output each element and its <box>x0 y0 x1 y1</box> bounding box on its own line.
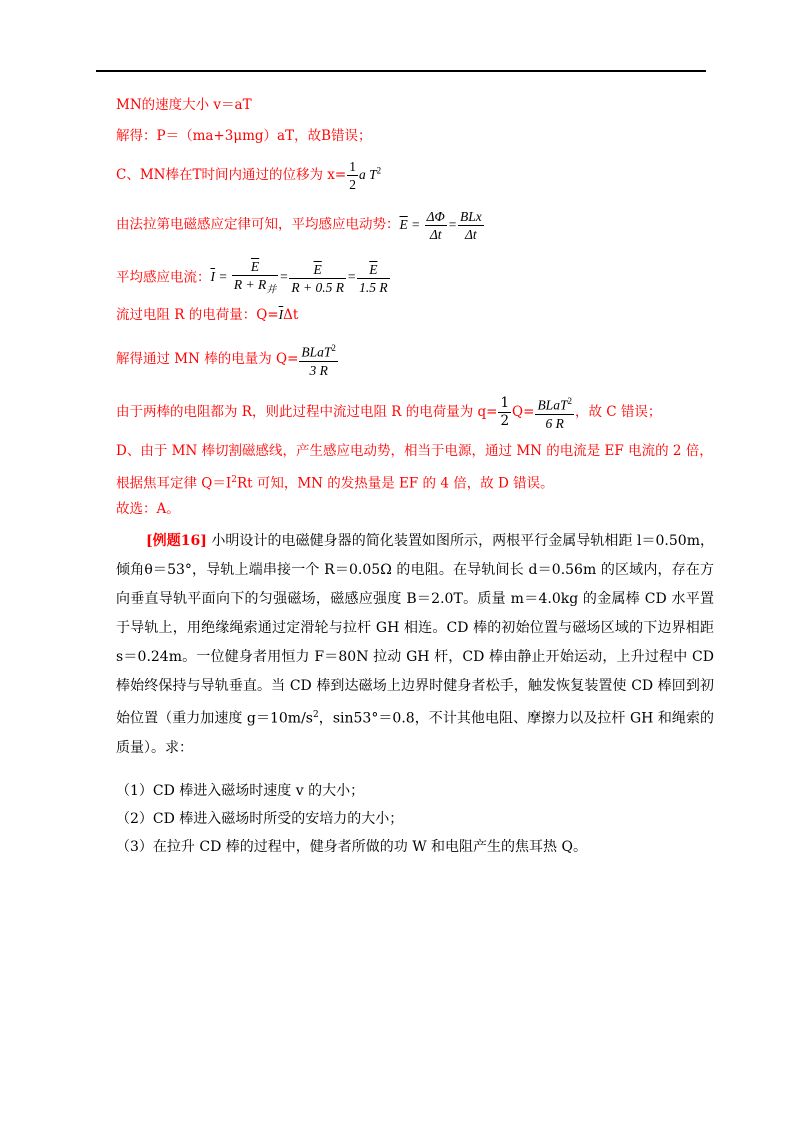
solution-line-answer: 故选：A。 <box>116 501 180 517</box>
fraction-charge-r: $\frac{BLaT^2}{6 R}$ <box>535 393 574 432</box>
fraction-blx: $\frac{\text{BLx}}{\Delta t}$ <box>459 209 482 242</box>
solution-line-charge: 流过电阻 R 的电荷量：$Q=\overline{I}\Delta t$ <box>116 307 299 323</box>
header-rule <box>96 70 706 72</box>
solution-line-joule: 根据焦耳定律 $Q=I^2Rt$ 可知，MN 的发热量是 EF 的 4 倍，故 D 错误。 <box>116 475 554 492</box>
solution-line-charge-mn: 解得通过 MN 棒的电量为 Q= $\frac{BLaT^2}{3 R}$ <box>116 340 339 379</box>
solution-line-current: 平均感应电流：$\overline{I}$ = $\frac{\overline{E}}{R + R_并}$ = $\frac{\overline{E}}{R + 0.5 R}$ = $\frac{\overline{E}}{1.5 R}$ <box>116 258 391 299</box>
solution-line-power: 解得：P＝（ma+3μmg）aT，故B错误； <box>116 128 372 144</box>
fraction-current-3: $\frac{\overline{E}}{1.5 R}$ <box>359 261 388 295</box>
example-tag: [例题16] <box>146 533 207 549</box>
solution-line-displacement: C、MN棒在T时间内通过的位移为 x= $\frac{1}{2}$ a $T^2$ <box>116 159 382 192</box>
solution-line-d-option: D、由于 MN 棒切割磁感线，产生感应电动势，相当于电源，通过 MN 的电流是 EF 电流的 2 倍， <box>116 443 713 459</box>
fraction-current-2: $\frac{\overline{E}}{R + 0.5 R}$ <box>291 261 344 295</box>
fraction-current-1: $\frac{\overline{E}}{R + R_并}$ <box>233 259 277 296</box>
question-3: （3）在拉升 CD 棒的过程中，健身者所做的功 W 和电阻产生的焦耳热 Q。 <box>116 839 587 855</box>
fraction-flux: $\frac{\Delta\Phi}{\Delta t}$ <box>426 209 445 242</box>
fraction-half: $\frac{1}{2}$ <box>349 159 356 192</box>
question-2: （2）CD 棒进入磁场时所受的安培力的大小； <box>116 811 404 827</box>
fraction-half-q: $\frac{1}{2}$ <box>500 394 510 429</box>
fraction-charge-mn: $\frac{BLaT^2}{3 R}$ <box>299 340 338 379</box>
example-16-paragraph: [例题16] 小明设计的电磁健身器的简化装置如图所示，两根平行金属导轨相距 l＝0.50m，倾角θ＝53°，导轨上端串接一个 R＝0.05Ω 的电阻。在导轨间长 d＝0.56m 的区域内，存在方向垂直导轨平面向下的匀强磁场，磁感应强度 B＝2.0T。质量 m＝4.0kg 的金属棒 CD 水平置于导轨上，用绝缘绳索通过定滑轮与拉杆 GH 相连。CD 棒的初始位置与磁场区域的下边界相距 s＝0.24m。一位健身者用恒力 F＝80N 拉动 GH 杆，CD 棒由静止开始运动，上升过程中 CD 棒始终保持与导轨垂直。当 CD 棒到达磁场上边界时健身者松手，触发恢复装置使 CD 棒回到初始位置（重力加速度 $g=10m/s^2$，sin53°＝0.8，不计其他电阻、摩擦力以及拉杆 GH 和绳索的质量）。求： <box>116 533 715 756</box>
solution-line-velocity: MN的速度大小 v＝aT <box>116 97 252 113</box>
question-1: （1）CD 棒进入磁场时速度 v 的大小； <box>116 783 365 799</box>
solution-line-emf: 由法拉第电磁感应定律可知，平均感应电动势：$\overline{E}$ = $\frac{\Delta\Phi}{\Delta t}$ = $\frac{\text{BLx}}{\Delta t}$ <box>116 209 482 242</box>
solution-line-charge-r: 由于两棒的电阻都为 R，则此过程中流过电阻 R 的电荷量为 q= $\frac{1}{2}$ Q= $\frac{BLaT^2}{6 R}$ ，故 C 错误； <box>116 394 662 431</box>
